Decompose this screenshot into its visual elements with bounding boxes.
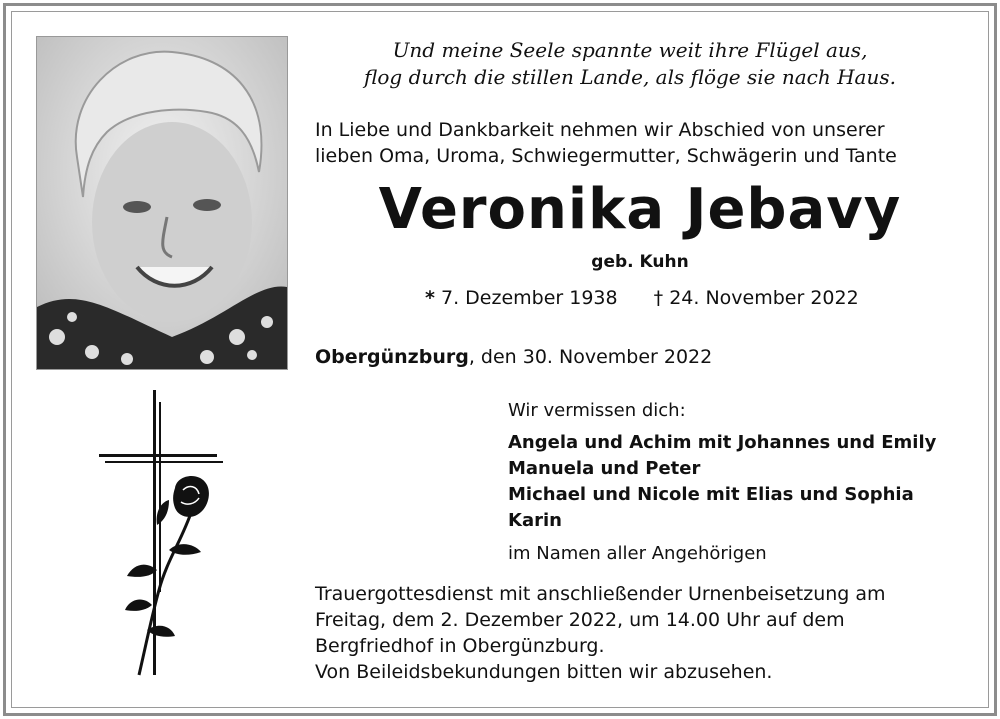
family-heading: Wir vermissen dich: — [508, 400, 686, 421]
family-closing: im Namen aller Angehörigen — [508, 543, 767, 564]
death-date — [654, 287, 859, 309]
death-cross-icon: † — [653, 287, 664, 309]
service-line-4: Von Beileidsbekundungen bitten wir abzusehen. — [315, 661, 773, 683]
intro-line-2: lieben Oma, Uroma, Schwiegermutter, Schwägerin und Tante — [315, 145, 897, 167]
birth-date-text: 7. Dezember 1938 — [440, 287, 618, 309]
family-list — [508, 400, 936, 564]
birth-date — [425, 287, 618, 309]
maiden-name: geb. Kuhn — [591, 252, 689, 272]
family-member: Angela und Achim mit Johannes und Emily — [508, 432, 937, 453]
family-member: Michael und Nicole mit Elias und Sophia — [508, 484, 914, 505]
family-member: Karin — [508, 510, 562, 531]
announcement-date: , den 30. November 2022 — [468, 346, 713, 368]
cross-with-rose-icon — [97, 390, 227, 684]
death-date-text: 24. November 2022 — [669, 287, 859, 309]
deceased-name: Veronika Jebavy — [378, 177, 902, 242]
service-line-1: Trauergottesdienst mit anschließender Urnenbeisetzung am — [315, 583, 886, 605]
intro-line-1: In Liebe und Dankbarkeit nehmen wir Abschied von unserer — [315, 119, 885, 141]
birth-star-icon: * — [425, 287, 435, 309]
service-line-2: Freitag, dem 2. Dezember 2022, um 14.00 Uhr auf dem — [315, 609, 845, 631]
place-date — [315, 346, 712, 368]
portrait-photo — [36, 36, 288, 370]
poem — [300, 37, 960, 91]
place-name: Obergünzburg — [315, 346, 469, 368]
poem-line-1: Und meine Seele spannte weit ihre Flügel aus, — [392, 38, 868, 62]
intro-text — [315, 117, 975, 169]
life-dates — [425, 287, 859, 309]
family-member: Manuela und Peter — [508, 458, 701, 479]
poem-line-2: flog durch die stillen Lande, als flöge sie nach Haus. — [364, 65, 896, 89]
service-details — [315, 581, 955, 685]
service-line-3: Bergfriedhof in Obergünzburg. — [315, 635, 605, 657]
